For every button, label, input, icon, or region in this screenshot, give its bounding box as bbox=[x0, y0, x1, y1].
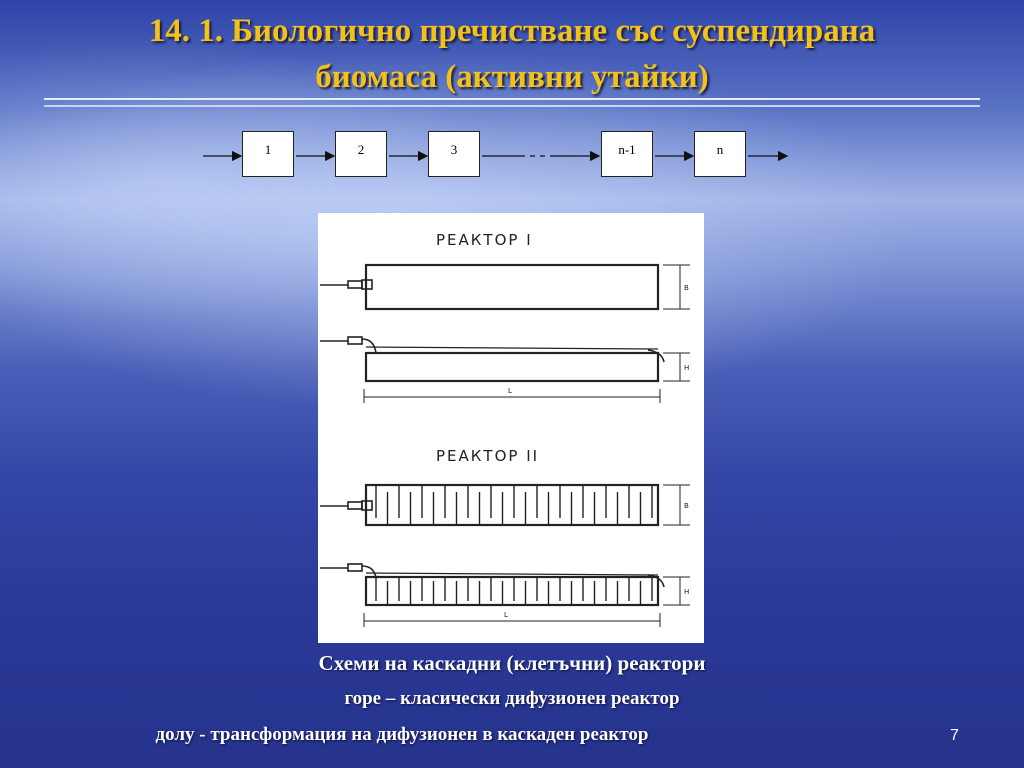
caption-line-1: Схеми на каскадни (клетъчни) реактори bbox=[318, 651, 706, 675]
slide-title bbox=[0, 8, 1024, 100]
dim-h-2: H bbox=[684, 588, 690, 596]
reactor-2-plan bbox=[366, 485, 658, 525]
reactor-2-title: РЕАКТОР II bbox=[436, 447, 540, 465]
caption-line-3: долу - трансформация на дифузионен в каскаден реактор bbox=[155, 724, 649, 745]
title-line-2: биомаса (активни утайки) bbox=[315, 59, 709, 95]
reactor-schematic-figure bbox=[318, 213, 704, 643]
reactor-1-section bbox=[366, 353, 658, 381]
title-divider bbox=[44, 98, 980, 107]
page-number: 7 bbox=[950, 727, 959, 744]
caption-line-2: горе – класически дифузионен реактор bbox=[344, 688, 680, 709]
reactor-1-title: РЕАКТОР I bbox=[436, 231, 533, 249]
stage-box-3: 3 bbox=[428, 131, 480, 177]
cascade-flow-diagram bbox=[0, 125, 1024, 185]
dim-b-1: B bbox=[684, 284, 689, 292]
stage-box-n-1: n-1 bbox=[601, 131, 653, 177]
stage-box-1: 1 bbox=[242, 131, 294, 177]
dim-h-1: H bbox=[684, 364, 690, 372]
reactor-drawings bbox=[318, 213, 704, 643]
stage-box-2: 2 bbox=[335, 131, 387, 177]
dim-l-2: L bbox=[504, 611, 508, 619]
dim-l-1: L bbox=[508, 387, 512, 395]
dim-b-2: B bbox=[684, 502, 689, 510]
reactor-1-plan bbox=[366, 265, 658, 309]
stage-box-n: n bbox=[694, 131, 746, 177]
reactor-2-section bbox=[366, 577, 658, 605]
title-line-1: 14. 1. Биологично пречистване със суспендирана bbox=[148, 13, 876, 49]
